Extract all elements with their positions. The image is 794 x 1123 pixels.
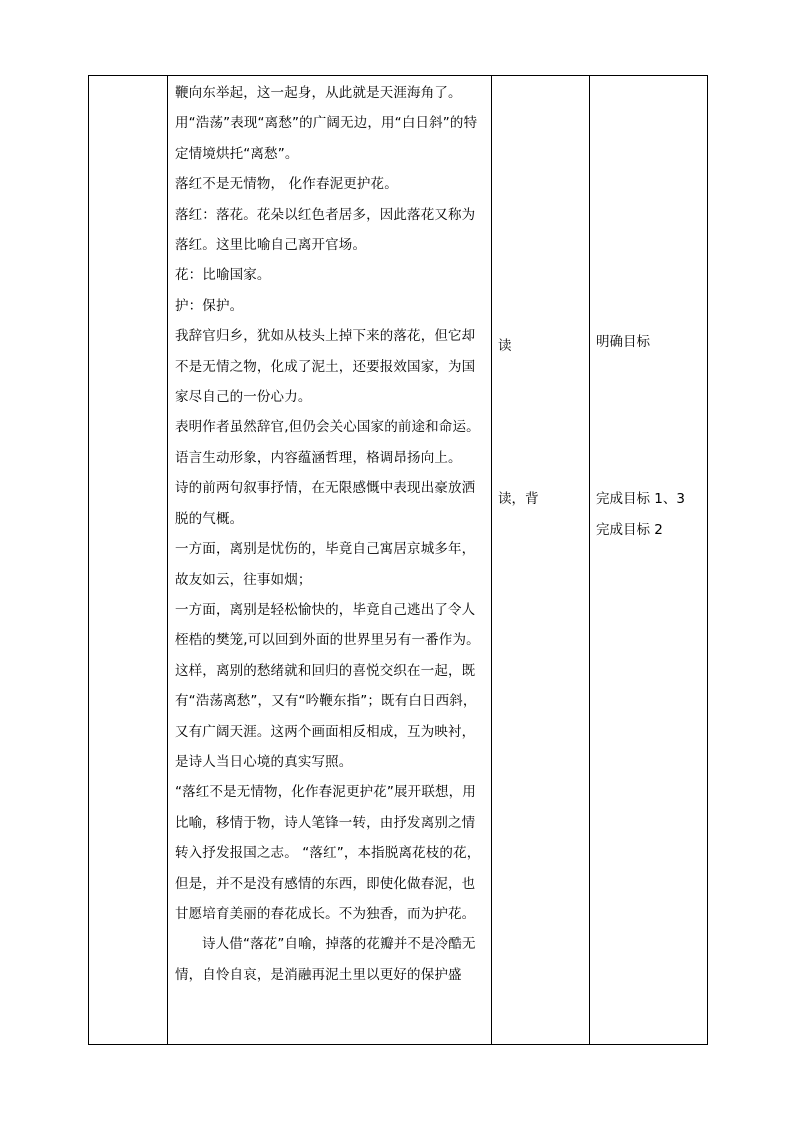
content-paragraph: 语言生动形象，内容蕴涵哲理，格调昂扬向上。 [175,449,462,466]
content-paragraph: 诗的前两句叙事抒情，在无限感慨中表现出豪放洒脱的气概。 [175,480,476,527]
content-text [168,76,491,990]
goal-clarify: 明确目标 [596,334,650,350]
lesson-table [88,75,708,1045]
content-paragraph: 我辞官归乡，犹如从枝头上掉下来的落花，但它却不是无情之物，化成了泥土，还要报效国家，为国家尽自己的一份心力。 [175,328,476,406]
content-cell [168,76,492,1045]
content-paragraph: 落红：落花。花朵以红色者居多，因此落花又称为落红。这里比喻自己离开官场。 [175,206,476,254]
content-paragraph: 一方面，离别是忧伤的，毕竟自己寓居京城多年，故友如云，往事如烟； [175,541,476,588]
content-paragraph: 鞭向东举起，这一起身，从此就是天涯海角了。 [175,85,462,101]
content-paragraph: 用“浩荡”表现“离愁”的广阔无边，用“白日斜”的特定情境烘托“离愁”。 [175,115,478,162]
content-paragraph: 诗人借“落花”自喻，掉落的花瓣并不是冷酷无情，自怜自哀，是消融再泥土里以更好的保护盛 [175,936,476,983]
activity-cell [492,76,590,1045]
content-paragraph: 这样，离别的愁绪就和回归的喜悦交织在一起，既有“浩荡离愁”，又有“吟鞭东指”；既有白日西斜，又有广阔天涯。这两个画面相反相成，互为映衬，是诗人当日心境的真实写照。 [175,662,477,770]
activity-read: 读 [498,338,512,354]
goal-complete-2: 完成目标 2 [596,522,663,538]
content-paragraph: “落红不是无情物，化作春泥更护花”展开联想，用比喻，移情于物，诗人笔锋一转，由抒发离别之情转入抒发报国之志。 “落红”，本指脱离花枝的花，但是，并不是没有感情的东西，即使化做春泥，也甘愿培育美丽的春花成长。不为独香，而为护花。 [175,784,481,922]
content-paragraph: 一方面，离别是轻松愉快的，毕竟自己逃出了令人桎梏的樊笼,可以回到外面的世界里另有一番作为。 [175,601,480,649]
content-paragraph: 落红不是无情物， 化作春泥更护花。 [175,176,398,193]
goal-cell [590,76,708,1045]
blank-column-cell [89,76,168,1045]
activity-read-recite: 读，背 [498,491,539,507]
content-paragraph: 护：保护。 [175,297,244,314]
content-paragraph: 花：比喻国家。 [175,267,271,284]
goal-complete-1-3: 完成目标 1、3 [596,491,685,507]
content-paragraph: 表明作者虽然辞官,但仍会关心国家的前途和命运。 [175,419,480,436]
